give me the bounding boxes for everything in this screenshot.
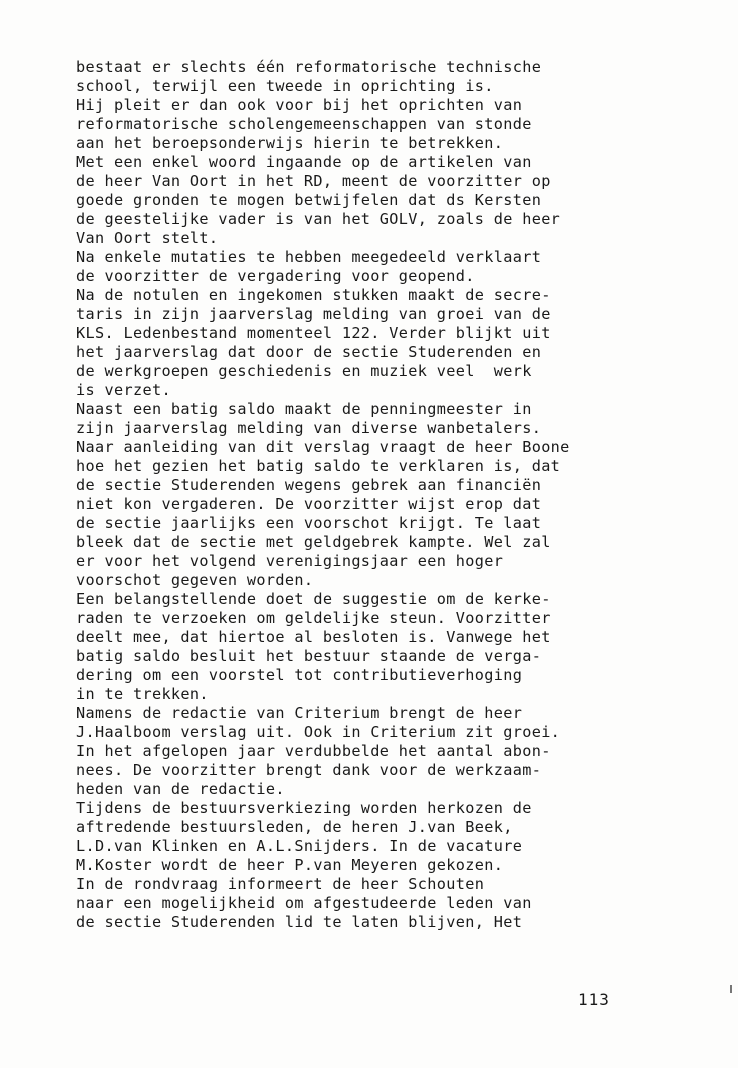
text-line: Namens de redactie van Criterium brengt de heer	[76, 704, 523, 722]
text-line: In het afgelopen jaar verdubbelde het aantal abon-	[76, 742, 551, 760]
text-line: Tijdens de bestuursverkiezing worden herkozen de	[76, 799, 532, 817]
text-line: reformatorische scholengemeenschappen van stonde	[76, 115, 532, 133]
text-line: de voorzitter de vergadering voor geopend.	[76, 267, 475, 285]
text-line: heden van de redactie.	[76, 780, 285, 798]
text-line: is verzet.	[76, 381, 171, 399]
text-line: de sectie Studerenden wegens gebrek aan financiën	[76, 476, 542, 494]
text-line: Naast een batig saldo maakt de penningmeester in	[76, 400, 532, 418]
text-line: hoe het gezien het batig saldo te verklaren is, dat	[76, 457, 561, 475]
text-line: M.Koster wordt de heer P.van Meyeren gekozen.	[76, 856, 504, 874]
scan-edge-mark	[730, 985, 732, 993]
text-line: de sectie jaarlijks een voorschot krijgt. Te laat	[76, 514, 542, 532]
text-line: de geestelijke vader is van het GOLV, zoals de heer	[76, 210, 561, 228]
text-line: naar een mogelijkheid om afgestudeerde leden van	[76, 894, 532, 912]
text-line: Na enkele mutaties te hebben meegedeeld verklaart	[76, 248, 542, 266]
text-line: deelt mee, dat hiertoe al besloten is. Vanwege het	[76, 628, 551, 646]
text-line: L.D.van Klinken en A.L.Snijders. In de vacature	[76, 837, 523, 855]
text-line: de sectie Studerenden lid te laten blijven, Het	[76, 913, 523, 931]
text-line: batig saldo besluit het bestuur staande de verga-	[76, 647, 542, 665]
text-line: Na de notulen en ingekomen stukken maakt de secre-	[76, 286, 551, 304]
page-number: 113	[578, 990, 610, 1009]
text-line: goede gronden te mogen betwijfelen dat ds Kersten	[76, 191, 542, 209]
text-line: KLS. Ledenbestand momenteel 122. Verder blijkt uit	[76, 324, 551, 342]
text-line: In de rondvraag informeert de heer Schouten	[76, 875, 485, 893]
text-line: school, terwijl een tweede in oprichting is.	[76, 77, 494, 95]
body-text	[76, 58, 676, 932]
text-line: aftredende bestuursleden, de heren J.van Beek,	[76, 818, 513, 836]
text-line: er voor het volgend verenigingsjaar een hoger	[76, 552, 504, 570]
text-line: in te trekken.	[76, 685, 209, 703]
text-line: de werkgroepen geschiedenis en muziek veel werk	[76, 362, 532, 380]
text-line: aan het beroepsonderwijs hierin te betrekken.	[76, 134, 504, 152]
text-line: voorschot gegeven worden.	[76, 571, 314, 589]
text-line: Een belangstellende doet de suggestie om de kerke-	[76, 590, 551, 608]
text-line: bleek dat de sectie met geldgebrek kampte. Wel zal	[76, 533, 551, 551]
text-line: J.Haalboom verslag uit. Ook in Criterium zit groei.	[76, 723, 561, 741]
text-line: de heer Van Oort in het RD, meent de voorzitter op	[76, 172, 551, 190]
text-line: bestaat er slechts één reformatorische technische	[76, 58, 542, 76]
text-line: Hij pleit er dan ook voor bij het oprichten van	[76, 96, 523, 114]
text-line: nees. De voorzitter brengt dank voor de werkzaam-	[76, 761, 542, 779]
text-line: het jaarverslag dat door de sectie Studerenden en	[76, 343, 542, 361]
text-line: zijn jaarverslag melding van diverse wanbetalers.	[76, 419, 542, 437]
text-line: taris in zijn jaarverslag melding van groei van de	[76, 305, 551, 323]
text-line: raden te verzoeken om geldelijke steun. Voorzitter	[76, 609, 551, 627]
text-line: niet kon vergaderen. De voorzitter wijst erop dat	[76, 495, 542, 513]
text-line: Van Oort stelt.	[76, 229, 219, 247]
text-line: dering om een voorstel tot contributieverhoging	[76, 666, 523, 684]
text-line: Met een enkel woord ingaande op de artikelen van	[76, 153, 532, 171]
text-line: Naar aanleiding van dit verslag vraagt de heer Boone	[76, 438, 570, 456]
